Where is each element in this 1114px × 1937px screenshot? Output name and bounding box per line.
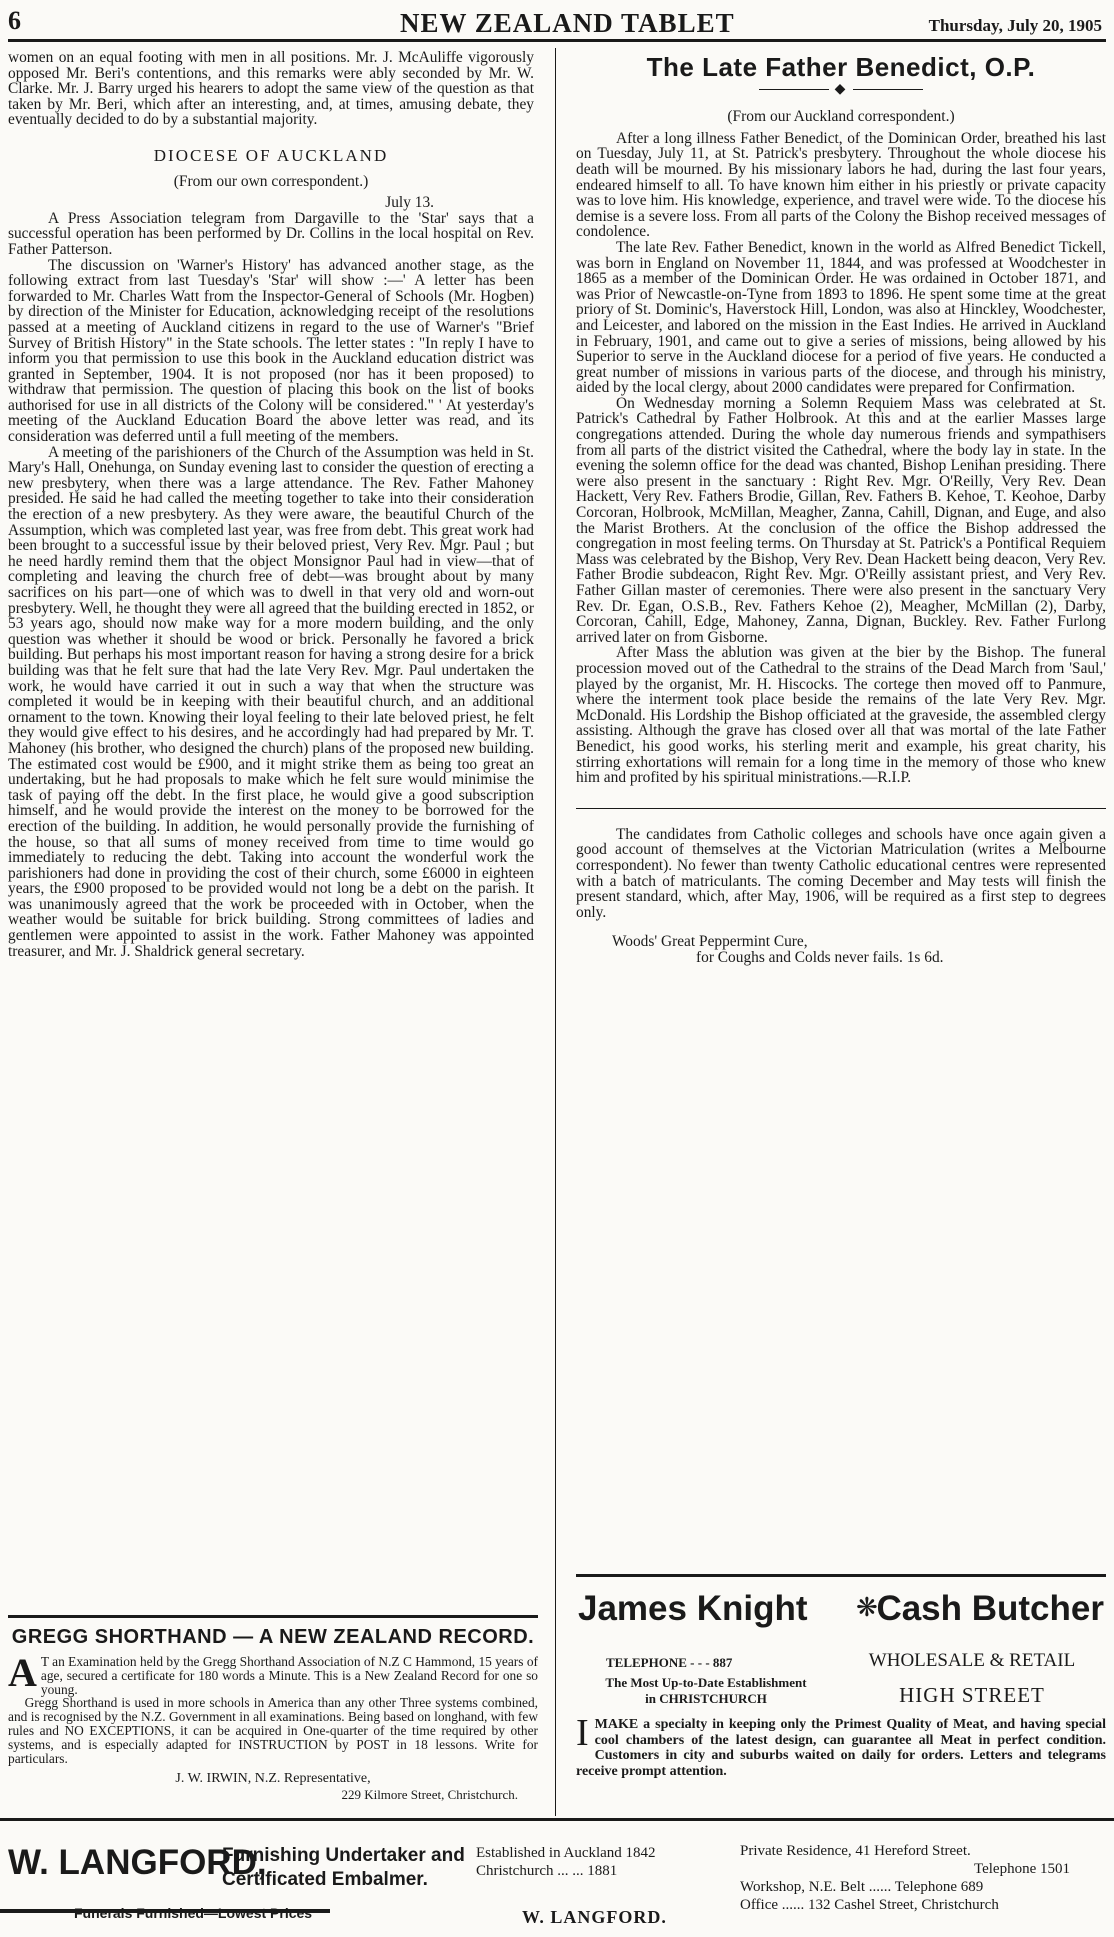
title-ornament [576, 82, 1106, 98]
section-divider [576, 808, 1106, 809]
ornament-diamond-icon: ◆ [834, 81, 848, 97]
paper-name: NEW ZEALAND TABLET [400, 8, 735, 38]
article-title-benedict: The Late Father Benedict, O.P. [646, 52, 1036, 82]
ad-body-main: Gregg Shorthand is used in more schools in America than any other Three systems combined, and is recognised by the N.Z. Government in all examinations. Being based on longhand, with few rules and NO EXCEPTIONS, it can be acquired in One-quarter of the time required by other systems, and is especially adapted for INSTRUCTION by POST in 18 lessons. Write for particulars. [8, 1695, 539, 1766]
correspondent-line: (From our Auckland correspondent.) [727, 108, 955, 126]
masthead-rule [8, 39, 1106, 42]
article-paragraph: After Mass the ablution was given at the bier by the Bishop. The funeral procession moved out of the Cathedral to the strains of the Dead March from 'Saul,' played by the organist, Mr. H. Hiscocks. The cortege then moved off to Panmure, where the interment took place beside the remains of the late Very Rev. Mgr. McDonald. His Lordship the Bishop officiated at the graveside, the assembled clergy assisting. Although the grave has closed over all that was mortal of the late Father Benedict, his good works, his sterling merit and example, his great charity, his stirring exhortations will remain for a long time in the memory of those who knew him and profited by his spiritual ministrations.—R.I.P. [576, 644, 1106, 787]
ad-establishment-line: in CHRISTCHURCH [645, 1691, 767, 1706]
ad-signature: W. LANGFORD. [522, 1907, 667, 1927]
ad-signature: J. W. IRWIN, N.Z. Representative, [175, 1771, 371, 1787]
ad-langford [0, 1818, 1114, 1937]
ad-business-name: James Knight [578, 1589, 808, 1628]
page-number: 6 [8, 6, 21, 35]
article-paragraph: On Wednesday morning a Solemn Requiem Mass was celebrated at St. Patrick's Cathedral by Father Holbrook. At this and at the earlier Masses large congregations attended. During the whole day numerous friends and sympathisers from all parts of the district visited the Cathedral, where the body lay in state. In the evening the solemn office for the dead was chanted, Bishop Lenihan presiding. There were also present in the sanctuary : Right Rev. Mgr. O'Reilly, Very Rev. Dean Hackett, Very Rev. Fathers Brodie, Gillan, Rev. Fathers B. Kehoe, T. Keohoe, Darby Corcoran, Holbrook, McMillan, Meagher, Zanna, Cahill, Dignan, and Euge, and also the Marist Brothers. At the conclusion of the office the Bishop addressed the congregation in most feeling terms. On Thursday at St. Patrick's a Pontifical Requiem Mass was celebrated by the Bishop, Very Rev. Dean Hackett being deacon, Very Rev. Father Brodie subdeacon, Right Rev. Mgr. O'Reilly assistant priest, and Very Rev. Father Gillan master of ceremonies. There were also present in the sanctuary Very Rev. Dr. Egan, O.S.B., Rev. Fathers Kehoe (2), Meagher, McMillan (2), Darby, Corcoran, Cahill, Edge, Mahoney, Zanna, Dignan, Buckley. Rev. Father Furlong arrived later on from Gisborne. [576, 394, 1106, 646]
article-paragraph: The late Rev. Father Benedict, known in the world as Alfred Benedict Tickell, was born in England on November 11, 1844, and was professed at Woodchester in 1865 as a member of the Dominican Order. He was ordained in October 1871, and was Prior of Newcastle-on-Tyne from 1893 to 1896. He spent some time at the great priory of St. Dominic's, Haverstock Hill, London, was also at Hinckley, Woodchester, and Leicester, and labored on the mission in the East Indies. He arrived in Auckland in February, 1901, and came out to give a series of missions, being allowed by his Superior to serve in the Auckland diocese for a period of five years. He conducted a great number of missions in various parts of the diocese, and through his ministry, aided by the local clergy, about 2000 candidates were prepared for Confirmation. [576, 238, 1106, 397]
ornament-line [853, 89, 923, 90]
ad-body-lead: T an Examination held by the Gregg Shorthand Association of N.Z C Hammond, 15 years of age, secured a certificate for 180 words a Minute. This is a New Zealand Record for one so young. [40, 1654, 538, 1697]
left-column [8, 50, 534, 959]
ad-office: Office ...... 132 Cashel Street, Christchurch [740, 1897, 999, 1913]
dateline: July 13. [385, 194, 434, 212]
issue-date: Thursday, July 20, 1905 [928, 16, 1102, 35]
woods-line-2: for Coughs and Colds never fails. 1s 6d. [696, 948, 944, 966]
ad-workshop: Workshop, N.E. Belt ...... Telephone 689 [740, 1879, 984, 1895]
drop-cap: A [8, 1650, 37, 1695]
article-paragraph: A meeting of the parishioners of the Church of the Assumption was held in St. Mary's Hall, Onehunga, on Sunday evening last to consider the question of erecting a new presbytery, when there was a large attendance. The Rev. Father Mahoney presided. He said he had called the meeting together to take into their consideration the erection of a new presbytery. As they were aware, the beautiful Church of the Assumption, which was completed last year, was free from debt. This great work had been brought to a successful issue by their beloved priest, Very Rev. Mgr. Paul ; but he need hardly remind them that the object Monsignor Paul had in view—that of completing and leaving the church free of debt—was brought about by many sacrifices on his part—one of which was to dwell in that very old and worn-out presbytery. Well, he thought they were all agreed that the building erected in 1852, or 53 years ago, should now make way for a more modern building, and the only question was whether it should be wood or brick. Personally he favored a brick building. But perhaps his most important reason for having a strong desire for a brick building was that he felt sure that had the late Very Rev. Mgr. Paul undertaken the work, he would have carried it out in such a way that when the structure was completed it would be in keeping with their beautiful church, and an additional ornament to the town. Knowing their loyal feeling to their late beloved priest, he felt they would give effect to his desires, and he accordingly had had prepared by Mr. T. Mahoney (his brother, who designed the church) plans of the proposed new building. The estimated cost would be £900, and it might strike them as being too great an undertaking, but he had proposals to make which he felt sure would minimise the task of paying off the debt. In the first place, he would give a good subscription himself, and he would provide the interest on the money to be borrowed for the erection of the building. In addition, he would personally provide the furnishing of the house, so that all sums of money received from time to time would go immediately to reducing the debt. Taking into account the wonderful work the parishioners had done in providing the cost of their church, some £6000 in eighteen years, the £900 proposed to be provided would not long be a debt on the parish. It was unanimously agreed that the work be proceeded with in October, when the weather would be suitable for brick building. Strong committees of ladies and gentlemen were appointed to assist in the work. Father Mahoney was appointed treasurer, and Mr. J. Shaldrick general secretary. [8, 443, 534, 960]
ad-residence: Private Residence, 41 Hereford Street. [740, 1843, 971, 1859]
flower-ornament-icon: ❋ [856, 1593, 878, 1622]
ad-wholesale: WHOLESALE & RETAIL [868, 1650, 1076, 1671]
ad-address: 229 Kilmore Street, Christchurch. [341, 1787, 518, 1803]
ad-heading: GREGG SHORTHAND — A NEW ZEALAND RECORD. [11, 1626, 535, 1648]
ad-body-text: MAKE a specialty in keeping only the Primest Quality of Meat, and having special cool chambers of the latest design, can guarantee all Meat in perfect condition. Customers in city and suburbs waited on daily for orders. Letters and telegrams receive prompt attention. [576, 1717, 1106, 1779]
right-column [576, 50, 1106, 965]
drop-cap: I [576, 1712, 589, 1754]
ad-business-name: W. LANGFORD, [8, 1843, 267, 1882]
ad-body [576, 1712, 1106, 1779]
ornament-line [759, 89, 829, 90]
correspondent-line: (From our own correspondent.) [173, 172, 369, 190]
ad-established-auckland: Established in Auckland 1842 [476, 1845, 656, 1861]
article-paragraph: After a long illness Father Benedict, of the Dominican Order, breathed his last on Tuesday, July 11, at St. Patrick's presbytery. Throughout the whole diocese his death will be mourned. By his missionary labors he had, during the last four years, endeared himself to all. To have known him either in his priestly or private capacity was to love him. His knowledge, experience, and travel were wide. To the diocese his demise is a severe loss. From all parts of the Colony the Bishop received messages of condolence. [576, 129, 1106, 241]
ad-role-line: Furnishing Undertaker and [222, 1845, 465, 1866]
ad-role-line: Certificated Embalmer. [222, 1869, 428, 1890]
ad-gregg-shorthand [8, 1615, 538, 1815]
article-paragraph: The discussion on 'Warner's History' has advanced another stage, as the following extract from last Tuesday's 'Star' will show :—' A letter has been forwarded to Mr. Charles Watt from the Inspector-General of Schools (Mr. Hogben) by direction of the Minister for Education, acknowledging receipt of the resolutions passed at a meeting of Auckland citizens in regard to the use of Warner's "Brief Survey of British History" in the State schools. The letter states : "In reply I have to inform you that permission to use this book in the Auckland education district was granted in September, 1904. It is not proposed (nor has it been proposed) to withdraw that permission. The question of placing this book on the list of books authorised for use in all districts of the Colony will be considered." ' At yesterday's meeting of the Auckland Education Board the above letter was read, and its consideration was deferred until a full meeting of the members. [8, 256, 534, 446]
ad-trade: Cash Butcher [876, 1589, 1104, 1628]
article-title-diocese: DIOCESE OF AUCKLAND [153, 145, 389, 165]
ad-funerals-line: Funerals Furnished—Lowest Prices [74, 1905, 313, 1921]
masthead [8, 6, 1106, 42]
matriculation-paragraph: The candidates from Catholic colleges and schools have once again given a good account of themselves at the Victorian Matriculation (writes a Melbourne correspondent). No fewer than twenty Catholic educational centres were represented with a batch of matriculants. The coming December and May tests will finish the present standard, which, after May, 1906, will be required as a first step to degrees only. [576, 825, 1106, 921]
ad-body [8, 1650, 539, 1766]
ad-residence-telephone: Telephone 1501 [973, 1861, 1070, 1877]
ad-james-knight [576, 1574, 1106, 1816]
ad-established-christchurch: Christchurch ... ... 1881 [476, 1863, 618, 1879]
woods-line-1: Woods' Great Peppermint Cure, [612, 933, 808, 951]
article-paragraph: A Press Association telegram from Dargaville to the 'Star' says that a successful operation has been performed by Dr. Collins in the local hospital on Rev. Father Patterson. [8, 209, 534, 258]
ad-street: HIGH STREET [899, 1683, 1045, 1707]
ad-establishment-line: The Most Up-to-Date Establishment [605, 1675, 807, 1690]
column-divider [555, 48, 556, 1816]
ad-telephone: TELEPHONE - - - 887 [606, 1655, 733, 1670]
intro-paragraph: women on an equal footing with men in all positions. Mr. J. McAuliffe vigorously opposed Mr. Beri's contentions, and this remarks were ably seconded by Mr. W. Clarke. Mr. J. Barry urged his hearers to adopt the same view of the question as that taken by Mr. Beri, which after an interesting, and, at times, amusing debate, they eventually decided to do by a substantial majority. [8, 49, 534, 129]
